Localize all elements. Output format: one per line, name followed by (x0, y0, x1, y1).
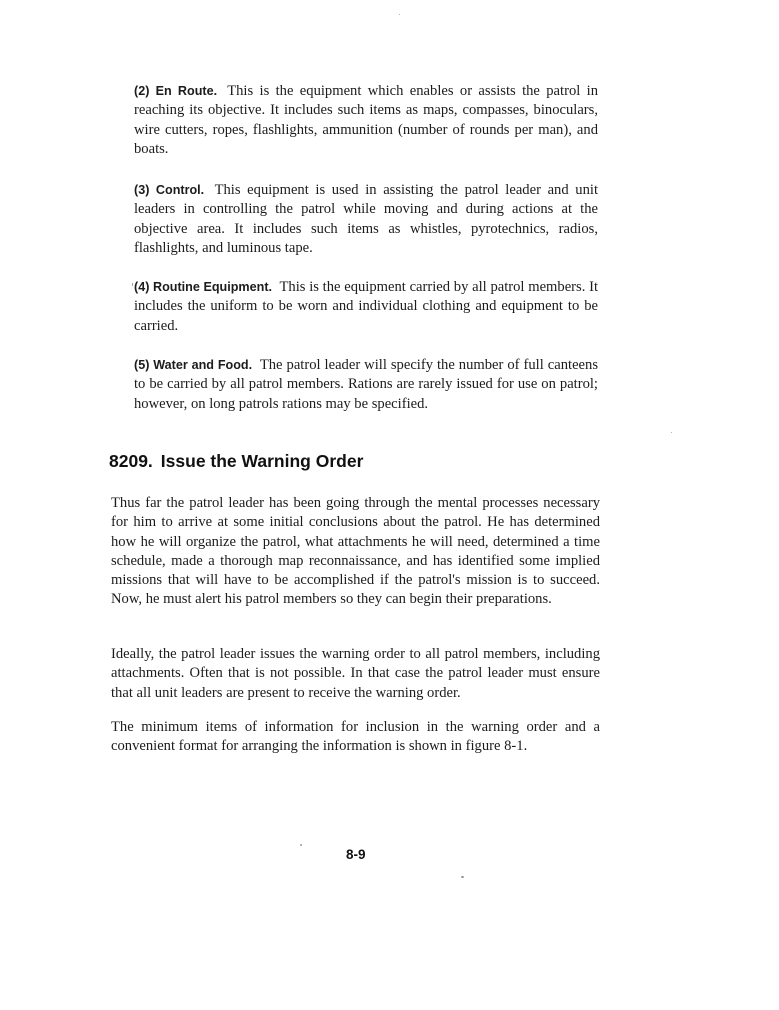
scan-speck (399, 14, 400, 15)
body-paragraph-3: The minimum items of information for inclusion in the warning order and a convenient format for arranging the information is shown in figure 8-1. (111, 719, 600, 755)
section-routine-equipment-heading (134, 280, 272, 294)
section-heading-number: 8209. (109, 451, 153, 471)
section-control-heading (134, 183, 204, 197)
section-control (134, 181, 598, 258)
section-water-and-food-number: (5) (134, 358, 150, 372)
section-control-text: This equipment is used in assisting the patrol leader and unit leaders in controlling the patrol while moving and during actions at the objective area. It includes such items as whistles, pyrotechnics, radios, flashlights, and luminous tape. (134, 182, 598, 256)
page-number: 8-9 (346, 847, 366, 862)
section-water-and-food-heading (134, 358, 252, 372)
section-routine-equipment-text: This is the equipment carried by all patrol members. It includes the uniform to be worn and individual clothing and equipment to be carried. (134, 279, 599, 334)
section-en-route-heading (134, 84, 217, 98)
scan-speck (461, 876, 464, 878)
section-en-route (134, 82, 598, 159)
scan-speck (671, 432, 672, 433)
scan-speck (300, 844, 302, 846)
section-en-route-title: En Route. (155, 84, 218, 98)
section-en-route-number: (2) (134, 84, 150, 98)
section-water-and-food-text: The patrol leader will specify the number of full canteens to be carried by all patrol members. Rations are rarely issued for use on patrol; however, on long patrols rations may be specified. (134, 357, 599, 412)
section-water-and-food (134, 356, 598, 414)
section-water-and-food-title: Water and Food. (153, 358, 253, 372)
section-control-number: (3) (134, 183, 150, 197)
scan-speck (132, 283, 133, 286)
section-control-title: Control. (155, 183, 205, 197)
body-paragraph-1: Thus far the patrol leader has been going through the mental processes necessary for him to arrive at some initial conclusions about the patrol. He has determined how he will organize the patrol, what attachments he will need, determined a time schedule, made a thorough map reconnaissance, and has identified some implied missions that will have to be accomplished if the patrol's mission is to succeed. Now, he must alert his patrol members so they can begin their preparations. (111, 495, 600, 608)
section-routine-equipment-title: Routine Equipment. (153, 280, 273, 294)
section-heading (109, 451, 363, 472)
section-heading-title: Issue the Warning Order (160, 451, 364, 471)
section-routine-equipment (134, 278, 598, 336)
section-en-route-text: This is the equipment which enables or assists the patrol in reaching its objective. It includes such items as maps, compasses, binoculars, wire cutters, ropes, flashlights, ammunition (number of rounds per man), and boats. (134, 83, 599, 157)
section-routine-equipment-number: (4) (134, 280, 150, 294)
body-paragraph-2: Ideally, the patrol leader issues the warning order to all patrol members, including attachments. Often that is not possible. In that case the patrol leader must ensure that all unit leaders are present to receive the warning order. (111, 646, 600, 701)
